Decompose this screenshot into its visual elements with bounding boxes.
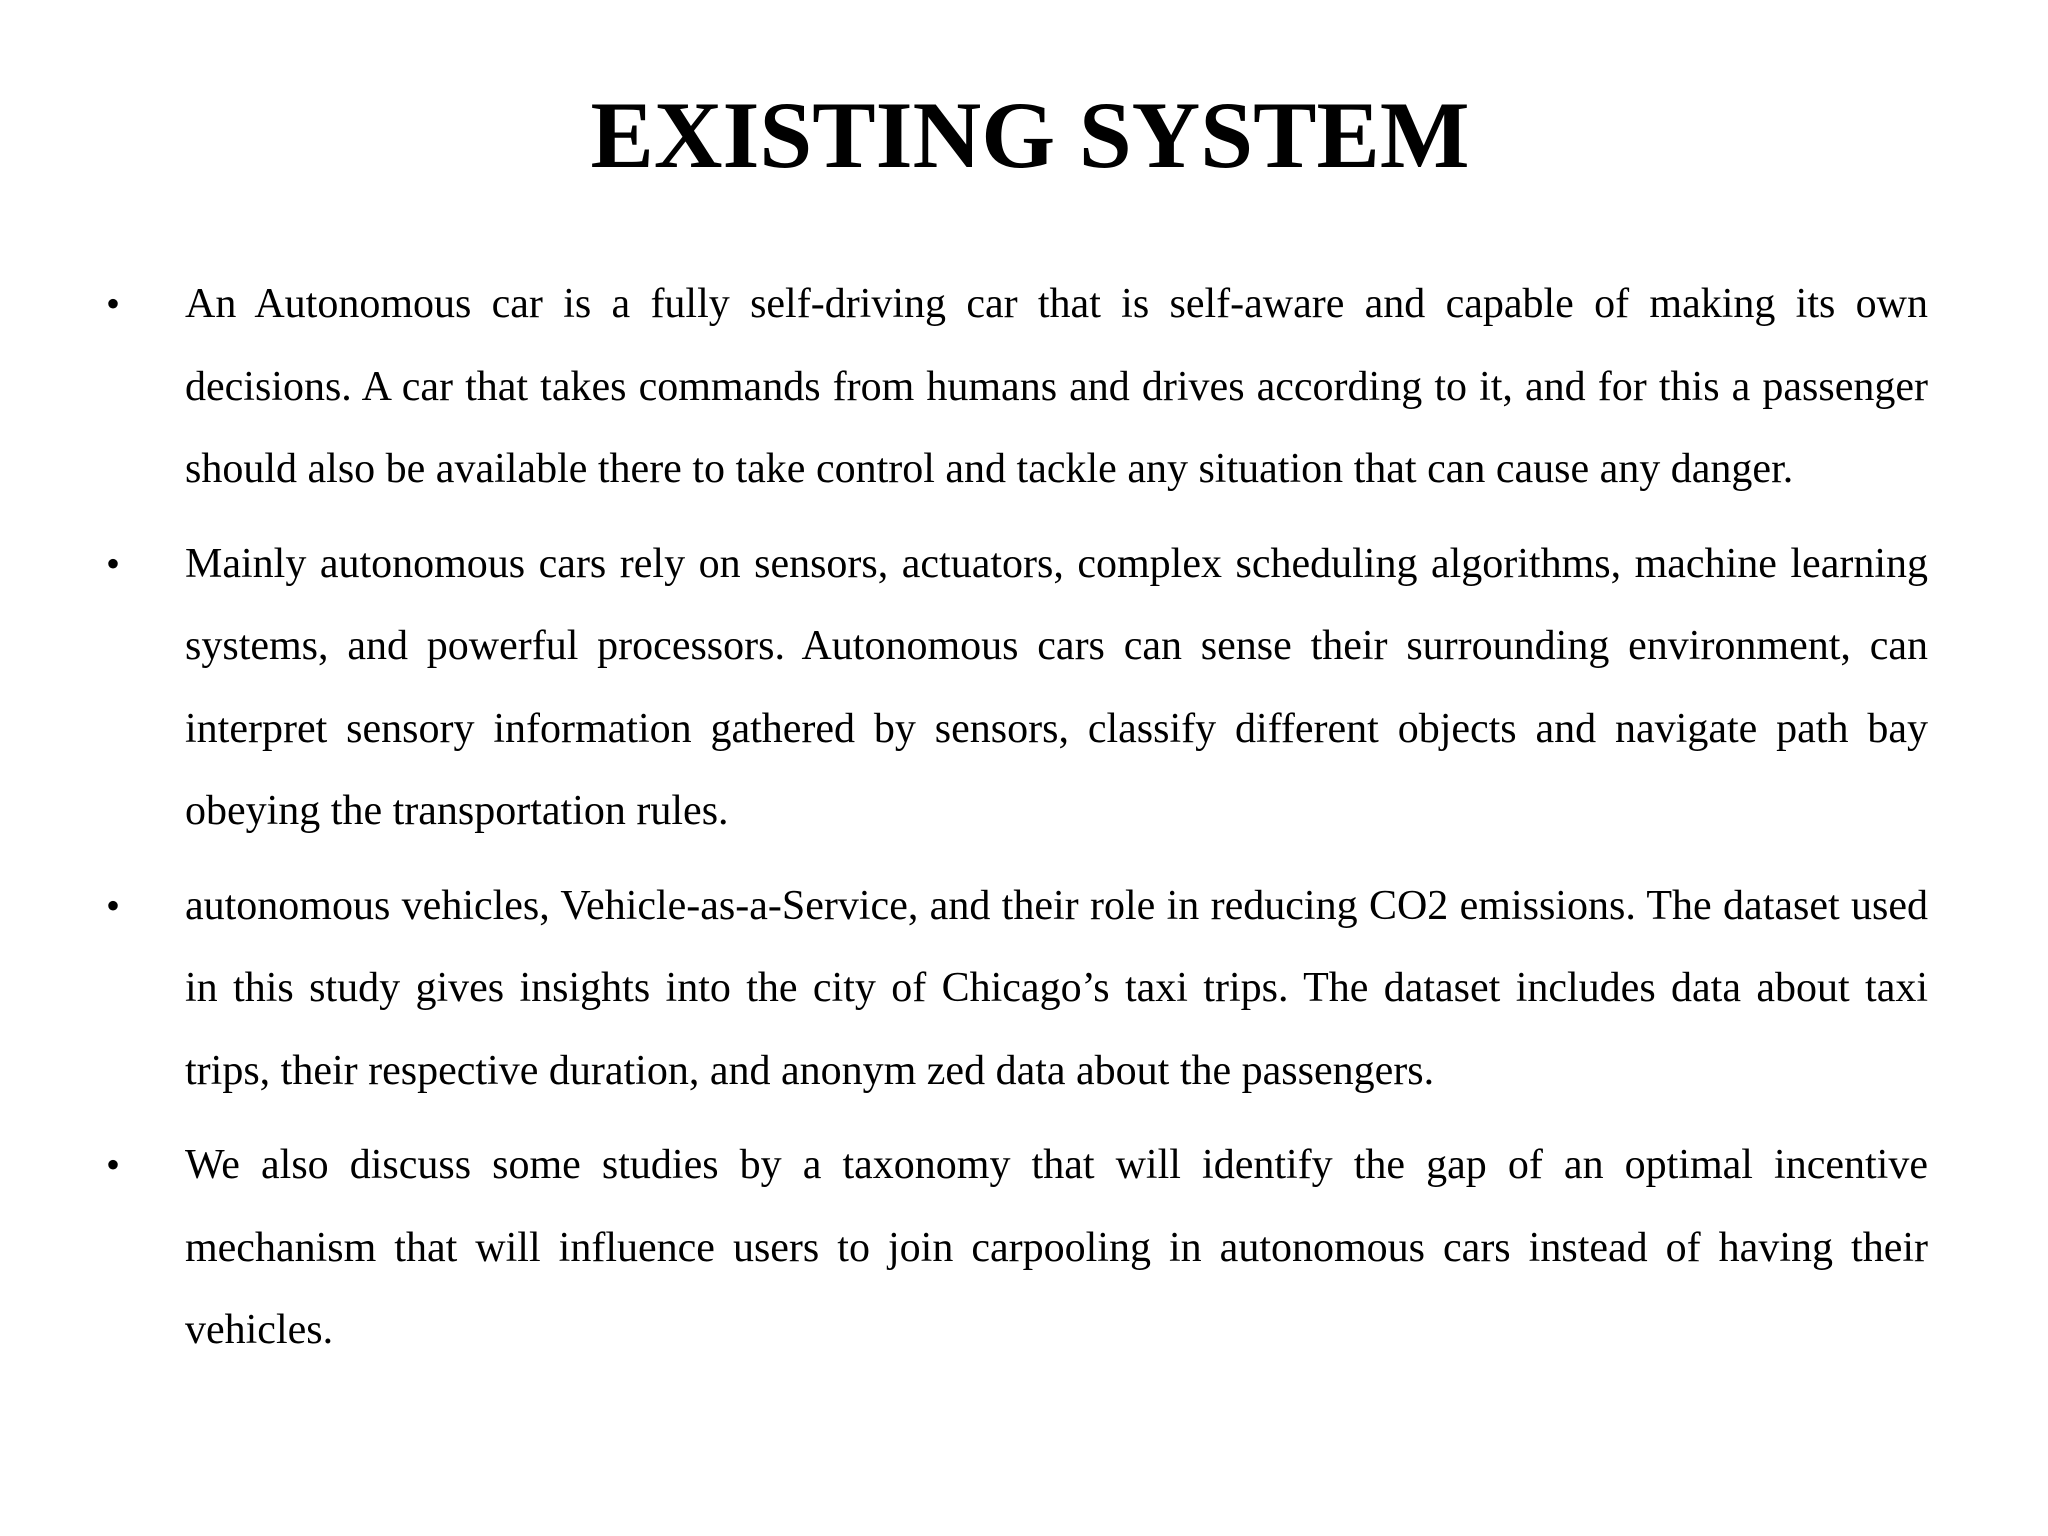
list-item (0, 1124, 2048, 1372)
bullet-text: autonomous vehicles, Vehicle-as-a-Service, and their role in reducing CO2 emissions. The dataset used in this study gives insights into the city of Chicago’s taxi trips. The dataset includes data about taxi trips, their respective duration, and anonym zed data about the passengers. (185, 882, 1928, 1094)
list-item (0, 263, 2048, 511)
bullet-text: An Autonomous car is a fully self-driving car that is self-aware and capable of making its own decisions. A car that takes commands from humans and drives according to it, and for this a passenger should also be available there to take control and tackle any situation that can cause any danger. (185, 281, 1928, 492)
bullet-icon: • (106, 1142, 121, 1187)
bullet-icon: • (106, 882, 121, 928)
slide-title: EXISTING SYSTEM (590, 82, 1470, 188)
bullet-icon: • (106, 540, 121, 586)
list-item (0, 865, 2048, 1113)
list-item (0, 523, 2048, 853)
bullet-icon: • (106, 281, 121, 326)
bullet-text: We also discuss some studies by a taxonomy that will identify the gap of an optimal incentive mechanism that will influence users to join carpooling in autonomous cars instead of having their vehicles. (185, 1142, 1928, 1353)
bullet-text: Mainly autonomous cars rely on sensors, actuators, complex scheduling algorithms, machine learning systems, and powerful processors. Autonomous cars can sense their surrounding environment, can interpret sensory information gathered by sensors, classify different objects and navigate path bay obeying the transportation rules. (185, 540, 1928, 834)
bullet-list (0, 263, 2048, 1384)
